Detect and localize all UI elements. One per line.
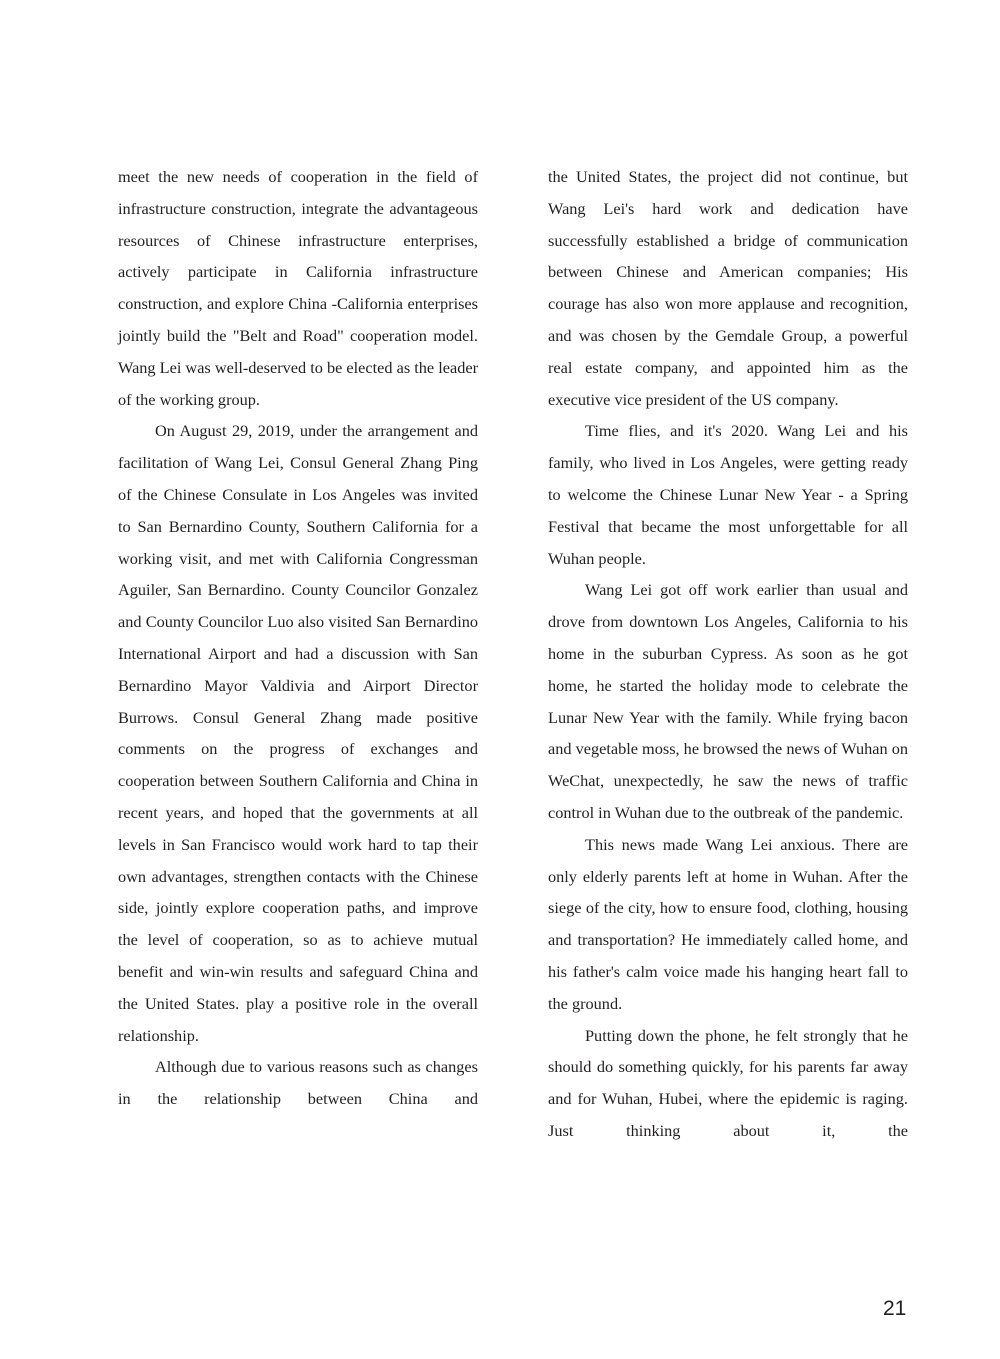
right-column (548, 161, 908, 1147)
paragraph: Although due to various reasons such as changes in the relationship between China and (118, 1057, 478, 1109)
paragraph: the United States, the project did not continue, but Wang Lei's hard work and dedication have successfully established a bridge of communication between Chinese and American companies; His courage has also won more applause and recognition, and was chosen by the Gemdale Group, a powerful real estate company, and appointed him as the executive vice president of the US company. (548, 167, 908, 409)
left-column (118, 161, 478, 1115)
paragraph: Time flies, and it's 2020. Wang Lei and his family, who lived in Los Angeles, were getting ready to welcome the Chinese Lunar New Year - a Spring Festival that became the most unforgettable for all Wuhan people. (548, 421, 908, 568)
paragraph: meet the new needs of cooperation in the field of infrastructure construction, integrate the advantageous resources of Chinese infrastructure enterprises, actively participate in California infrastructure construction, and explore China -California enterprises jointly build the "Belt and Road" cooperation model. Wang Lei was well-deserved to be elected as the leader of the working group. (118, 167, 478, 409)
paragraph: Putting down the phone, he felt strongly that he should do something quickly, for his parents far away and for Wuhan, Hubei, where the epidemic is raging. Just thinking about it, the (548, 1025, 908, 1140)
paragraph: Wang Lei got off work earlier than usual and drove from downtown Los Angeles, California to his home in the suburban Cypress. As soon as he got home, he started the holiday mode to celebrate the Lunar New Year with the family. While frying bacon and vegetable moss, he browsed the news of Wuhan on WeChat, unexpectedly, he saw the news of traffic control in Wuhan due to the outbreak of the pandemic. (548, 580, 908, 822)
page-number: 21 (883, 1297, 907, 1320)
paragraph: This news made Wang Lei anxious. There are only elderly parents left at home in Wuhan. After the siege of the city, how to ensure food, clothing, housing and transportation? He immediately called home, and his father's calm voice made his hanging heart fall to the ground. (548, 834, 908, 1013)
paragraph: On August 29, 2019, under the arrangement and facilitation of Wang Lei, Consul General Zhang Ping of the Chinese Consulate in Los Angeles was invited to San Bernardino County, Southern California for a working visit, and met with California Congressman Aguiler, San Bernardino. County Councilor Gonzalez and County Councilor Luo also visited San Bernardino International Airport and had a discussion with San Bernardino Mayor Valdivia and Airport Director Burrows. Consul General Zhang made positive comments on the progress of exchanges and cooperation between Southern California and China in recent years, and hoped that the governments at all levels in San Francisco would work hard to tap their own advantages, strengthen contacts with the Chinese side, jointly explore cooperation paths, and improve the level of cooperation, so as to achieve mutual benefit and win-win results and safeguard China and the United States. play a positive role in the overall relationship. (118, 421, 478, 1045)
